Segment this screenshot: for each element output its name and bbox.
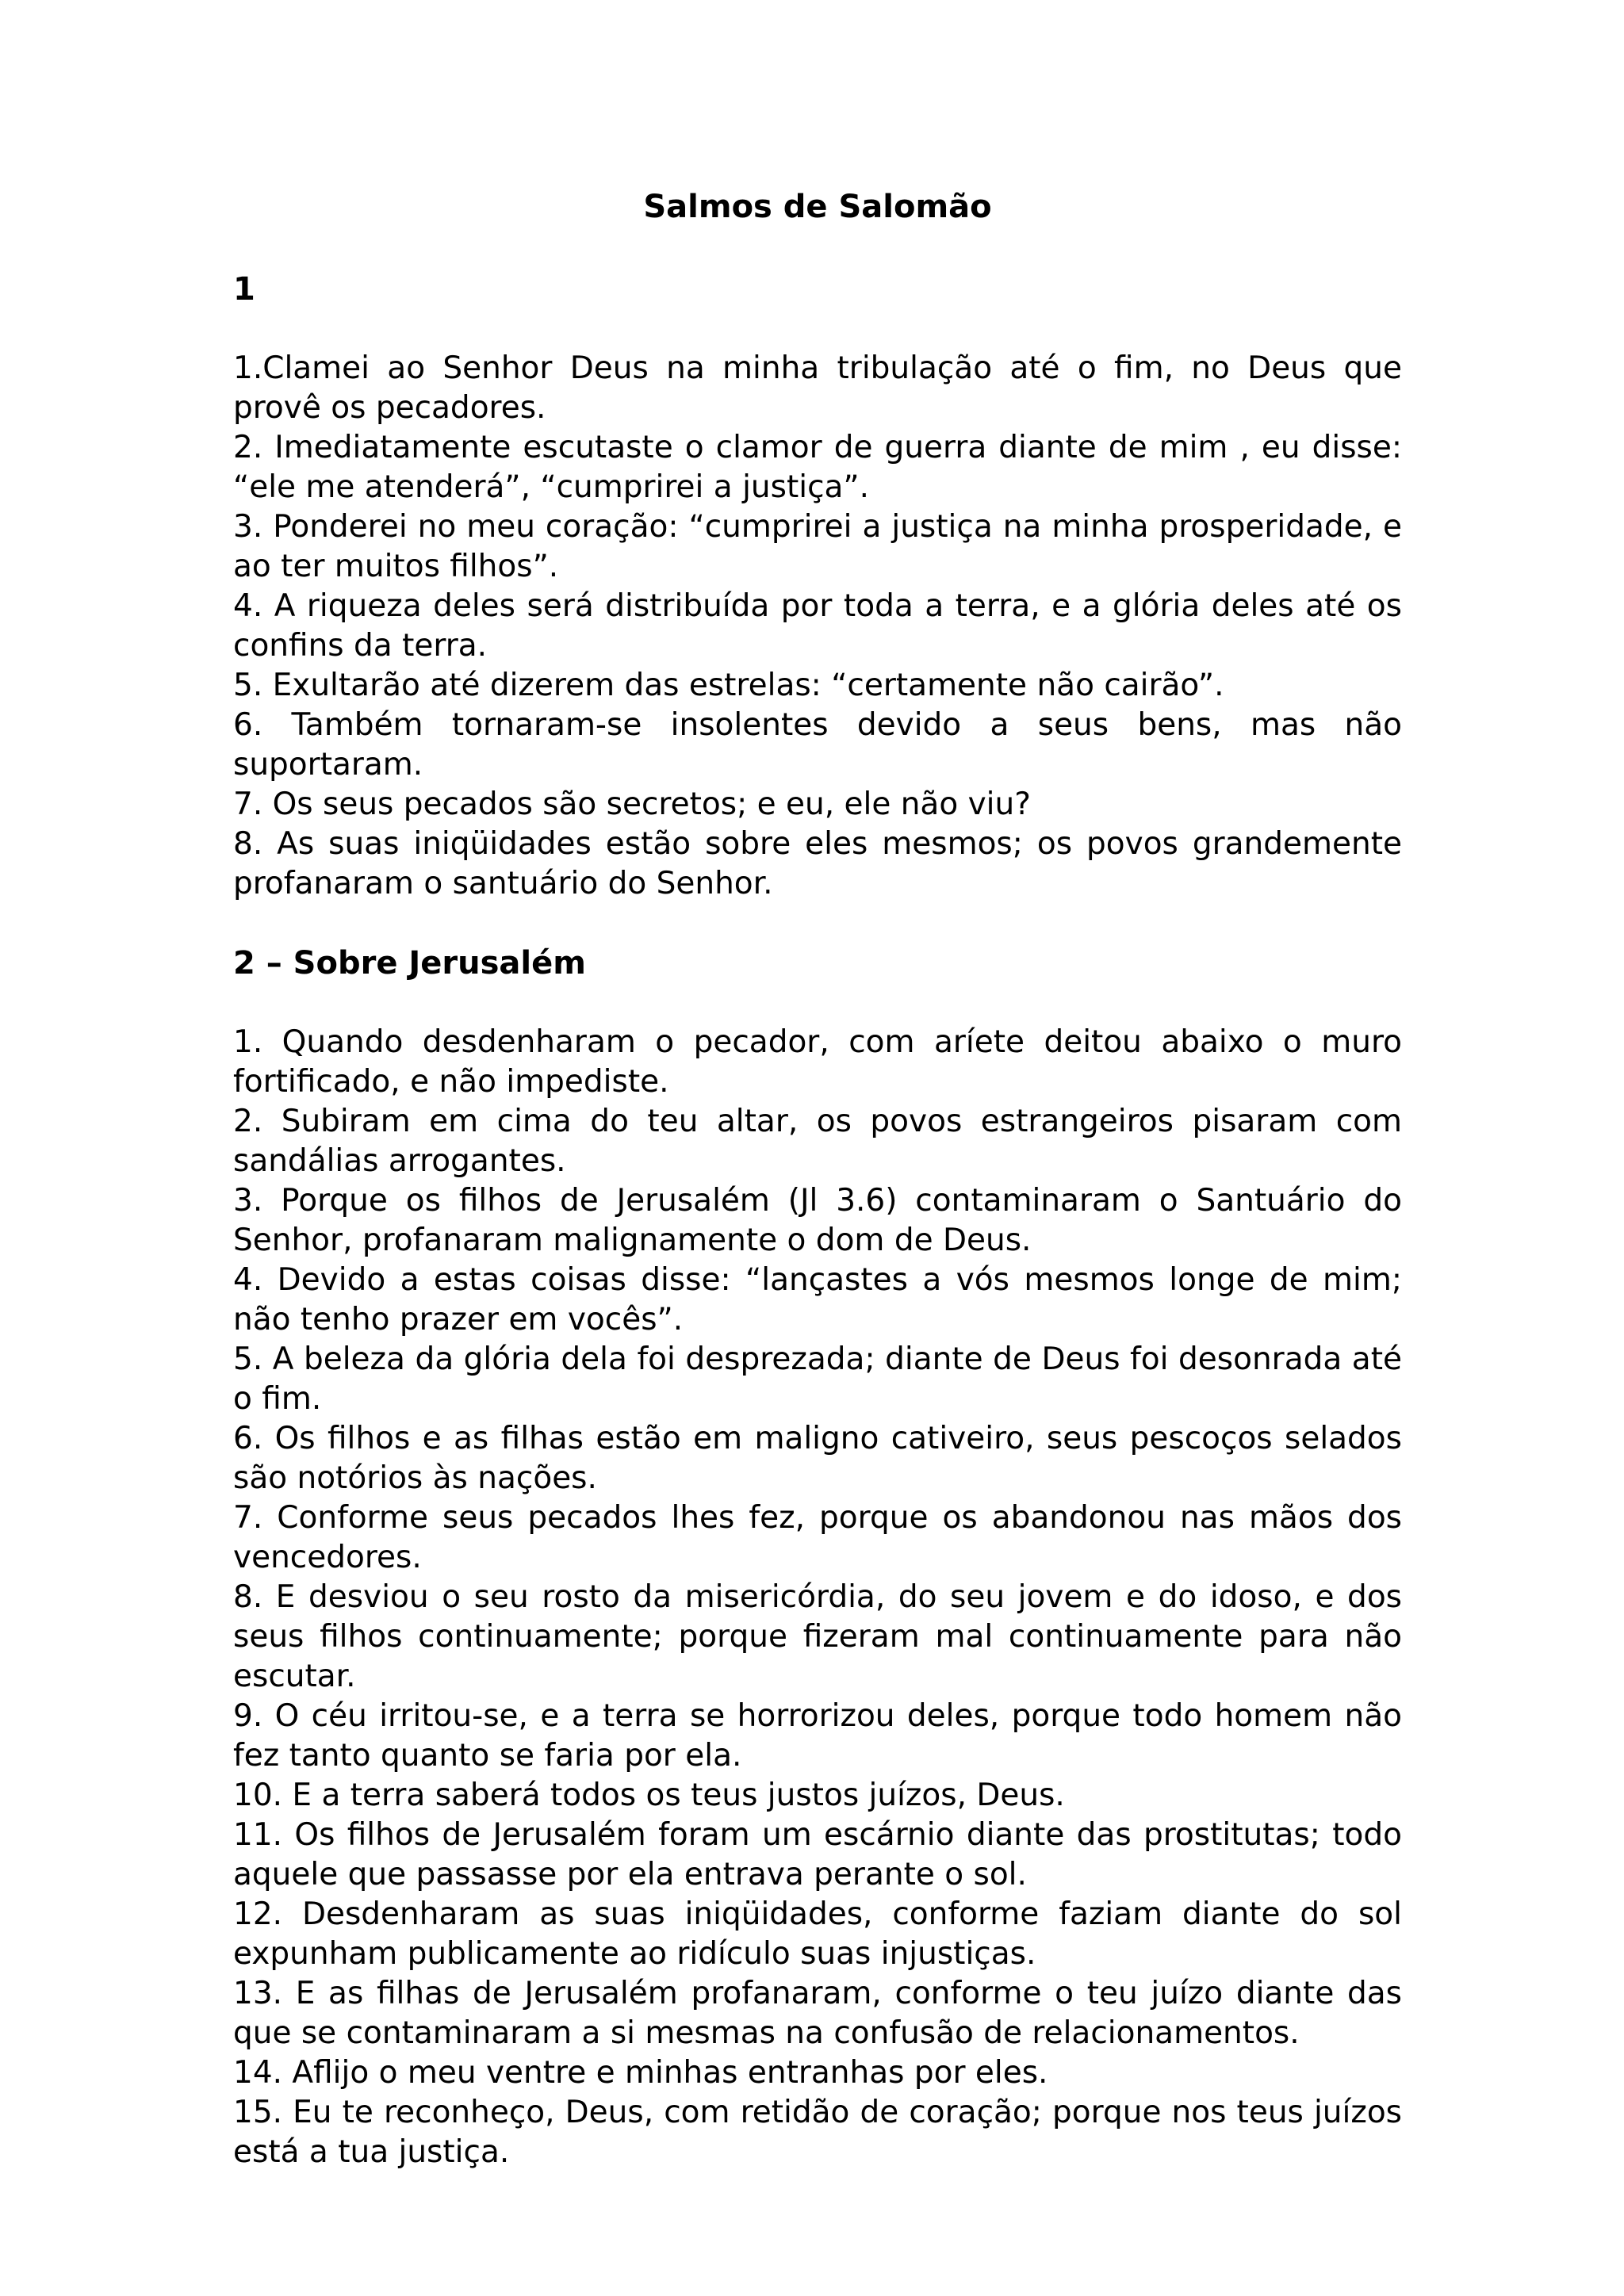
verse: 3. Ponderei no meu coração: “cumprirei a justiça na minha prosperidade, e ao ter muitos filhos”. — [233, 509, 1402, 584]
verse: 7. Os seus pecados são secretos; e eu, ele não viu? — [233, 786, 1031, 822]
verse: 6. Os filhos e as filhas estão em maligno cativeiro, seus pescoços selados são notórios às nações. — [233, 1421, 1402, 1496]
verse: 11. Os filhos de Jerusalém foram um escárnio diante das prostitutas; todo aquele que passasse por ela entrava perante o sol. — [233, 1817, 1402, 1892]
verse-list — [233, 1023, 1402, 2172]
verse: 1. Quando desdenharam o pecador, com aríete deitou abaixo o muro fortificado, e não impediste. — [233, 1024, 1402, 1100]
section-1 — [233, 270, 1402, 904]
section-2 — [233, 943, 1402, 2172]
verse: 8. As suas iniqüidades estão sobre eles mesmos; os povos grandemente profanaram o santuário do Senhor. — [233, 826, 1402, 901]
verse: 4. A riqueza deles será distribuída por toda a terra, e a glória deles até os confins da terra. — [233, 588, 1402, 664]
verse: 10. E a terra saberá todos os teus justos juízos, Deus. — [233, 1777, 1065, 1813]
verse: 13. E as filhas de Jerusalém profanaram, conforme o teu juízo diante das que se contaminaram a si mesmas na confusão de relacionamentos. — [233, 1976, 1402, 2051]
verse: 3. Porque os filhos de Jerusalém (Jl 3.6) contaminaram o Santuário do Senhor, profanaram malignamente o dom de Deus. — [233, 1183, 1402, 1258]
verse: 14. Aflijo o meu ventre e minhas entranhas por eles. — [233, 2055, 1048, 2091]
verse: 4. Devido a estas coisas disse: “lançastes a vós mesmos longe de mim; não tenho prazer em vocês”. — [233, 1262, 1402, 1337]
section-heading: 1 — [233, 271, 255, 308]
verse: 5. A beleza da glória dela foi desprezada; diante de Deus foi desonrada até o fim. — [233, 1341, 1402, 1417]
document-page — [233, 187, 1402, 2212]
verse-list — [233, 349, 1402, 904]
verse: 6. Também tornaram-se insolentes devido a seus bens, mas não suportaram. — [233, 707, 1402, 783]
verse: 12. Desdenharam as suas iniqüidades, conforme faziam diante do sol expunham publicamente ao ridículo suas injustiças. — [233, 1896, 1402, 1972]
verse: 2. Subiram em cima do teu altar, os povos estrangeiros pisaram com sandálias arrogantes. — [233, 1104, 1402, 1179]
verse: 2. Imediatamente escutaste o clamor de guerra diante de mim , eu disse: “ele me atenderá”, “cumprirei a justiça”. — [233, 430, 1402, 505]
section-heading: 2 – Sobre Jerusalém — [233, 945, 586, 982]
verse: 1.Clamei ao Senhor Deus na minha tribulação até o fim, no Deus que provê os pecadores. — [233, 350, 1402, 426]
document-title: Salmos de Salomão — [643, 189, 992, 225]
verse: 8. E desviou o seu rosto da misericórdia, do seu jovem e do idoso, e dos seus filhos continuamente; porque fizeram mal continuamente para não escutar. — [233, 1579, 1402, 1694]
verse: 9. O céu irritou-se, e a terra se horrorizou deles, porque todo homem não fez tanto quanto se faria por ela. — [233, 1698, 1402, 1774]
verse: 7. Conforme seus pecados lhes fez, porque os abandonou nas mãos dos vencedores. — [233, 1500, 1402, 1575]
verse: 15. Eu te reconheço, Deus, com retidão de coração; porque nos teus juízos está a tua justiça. — [233, 2095, 1402, 2170]
verse: 5. Exultarão até dizerem das estrelas: “certamente não cairão”. — [233, 668, 1224, 703]
